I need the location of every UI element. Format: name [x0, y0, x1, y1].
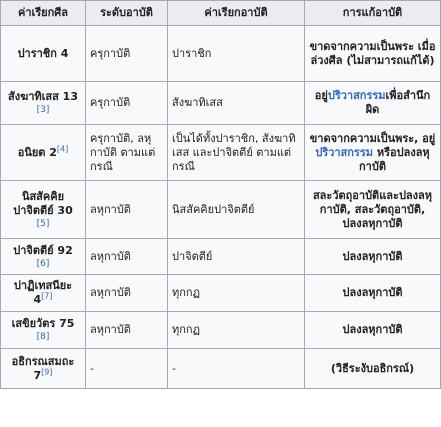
- citation-link[interactable]: [4]: [56, 143, 69, 153]
- citation-link[interactable]: [7]: [41, 291, 53, 301]
- table-row: [1, 181, 441, 239]
- offence-level-cell: ครุกาบัติ: [86, 82, 168, 125]
- offence-name-cell: ทุกกฏ: [168, 275, 305, 312]
- citation-link[interactable]: [3]: [36, 105, 50, 115]
- precept-name-cell: [1, 82, 86, 125]
- table-row: [1, 125, 441, 181]
- remedy-text-post: หรือปลงลหุกาบัติ: [359, 145, 430, 173]
- offence-level-cell: ครุกาบัติ, ลหุกาบัติ ตามแต่กรณี: [86, 125, 168, 181]
- remedy-cell: สละวัตถุอาบัติและปลงลหุกาบัติ, สละวัตถุอาบัติ, ปลงลหุกาบัติ: [305, 181, 441, 239]
- offence-name-cell: ปาราชิก: [168, 26, 305, 82]
- remedy-text-pre: อยู่: [314, 89, 328, 102]
- table-row: [1, 239, 441, 275]
- precept-name: อธิกรณสมถะ 7: [11, 354, 75, 382]
- precept-name-cell: [1, 181, 86, 239]
- precept-name: ปาฏิเทสนียะ 4: [13, 279, 73, 306]
- offence-name-cell: -: [168, 349, 305, 389]
- table-row: [1, 312, 441, 349]
- remedy-cell: (วิธีระงับอธิกรณ์): [305, 349, 441, 389]
- remedy-cell: ปลงลหุกาบัติ: [305, 239, 441, 275]
- parivasa-link[interactable]: ปริวาสกรรม: [327, 89, 386, 102]
- header-row: [1, 1, 441, 26]
- table-row: [1, 26, 441, 82]
- precept-name-cell: [1, 275, 86, 312]
- precept-name-cell: [1, 349, 86, 389]
- citation-link[interactable]: [8]: [36, 332, 50, 342]
- offence-name-cell: นิสสัคคิยปาจิตตีย์: [168, 181, 305, 239]
- precept-name: นิสสัคคิยปาจิตตีย์ 30: [13, 189, 73, 217]
- remedy-cell: [305, 125, 441, 181]
- precept-name-cell: [1, 125, 86, 181]
- precept-name-cell: [1, 239, 86, 275]
- precept-name-cell: [1, 26, 86, 82]
- remedy-cell: ปลงลหุกาบัติ: [305, 275, 441, 312]
- offence-name-cell: ทุกกฏ: [168, 312, 305, 349]
- header-precept-name[interactable]: ค่าเรียกศีล: [1, 1, 86, 26]
- table-row: [1, 275, 441, 312]
- remedy-cell: ขาดจากความเป็นพระ เมื่อล่วงศีล (ไม่สามารถแก้ได้): [305, 26, 441, 82]
- header-offence-level[interactable]: ระดับอาบัติ: [86, 1, 168, 26]
- remedy-text-pre: ขาดจากความเป็นพระ, อยู่: [309, 131, 436, 145]
- offence-level-cell: ลหุกาบัติ: [86, 181, 168, 239]
- offence-name-cell: สังฆาทิเสส: [168, 82, 305, 125]
- remedy-cell: [305, 82, 441, 125]
- precept-name: ปาจิตตีย์ 92: [13, 243, 73, 257]
- remedy-text-post: เพื่อสำนึกผิด: [365, 89, 431, 116]
- precept-name: อนิยต 2: [17, 145, 57, 159]
- header-remedy[interactable]: การแก้อาบัติ: [305, 1, 441, 26]
- citation-link[interactable]: [9]: [41, 366, 53, 376]
- header-offence-name[interactable]: ค่าเรียกอาบัติ: [168, 1, 305, 26]
- table-row: [1, 349, 441, 389]
- citation-link[interactable]: [6]: [36, 258, 50, 269]
- table-row: [1, 82, 441, 125]
- offence-level-cell: ครุกาบัติ: [86, 26, 168, 82]
- citation-link[interactable]: [5]: [36, 218, 50, 229]
- offence-level-cell: ลหุกาบัติ: [86, 239, 168, 275]
- parivasa-link[interactable]: ปริวาสกรรม: [315, 145, 373, 159]
- precept-name: สังฆาทิเสส 13: [7, 90, 78, 103]
- precept-name: ปาราชิก 4: [17, 46, 69, 60]
- offence-level-cell: -: [86, 349, 168, 389]
- remedy-cell: ปลงลหุกาบัติ: [305, 312, 441, 349]
- offence-level-cell: ลหุกาบัติ: [86, 312, 168, 349]
- precept-name-cell: [1, 312, 86, 349]
- precept-name: เสขิยวัตร 75: [11, 317, 75, 330]
- offence-name-cell: เป็นได้ทั้งปาราชิก, สังฆาทิเสส และปาจิตตีย์ ตามแต่กรณี: [168, 125, 305, 181]
- offence-name-cell: ปาจิตตีย์: [168, 239, 305, 275]
- offence-level-cell: ลหุกาบัติ: [86, 275, 168, 312]
